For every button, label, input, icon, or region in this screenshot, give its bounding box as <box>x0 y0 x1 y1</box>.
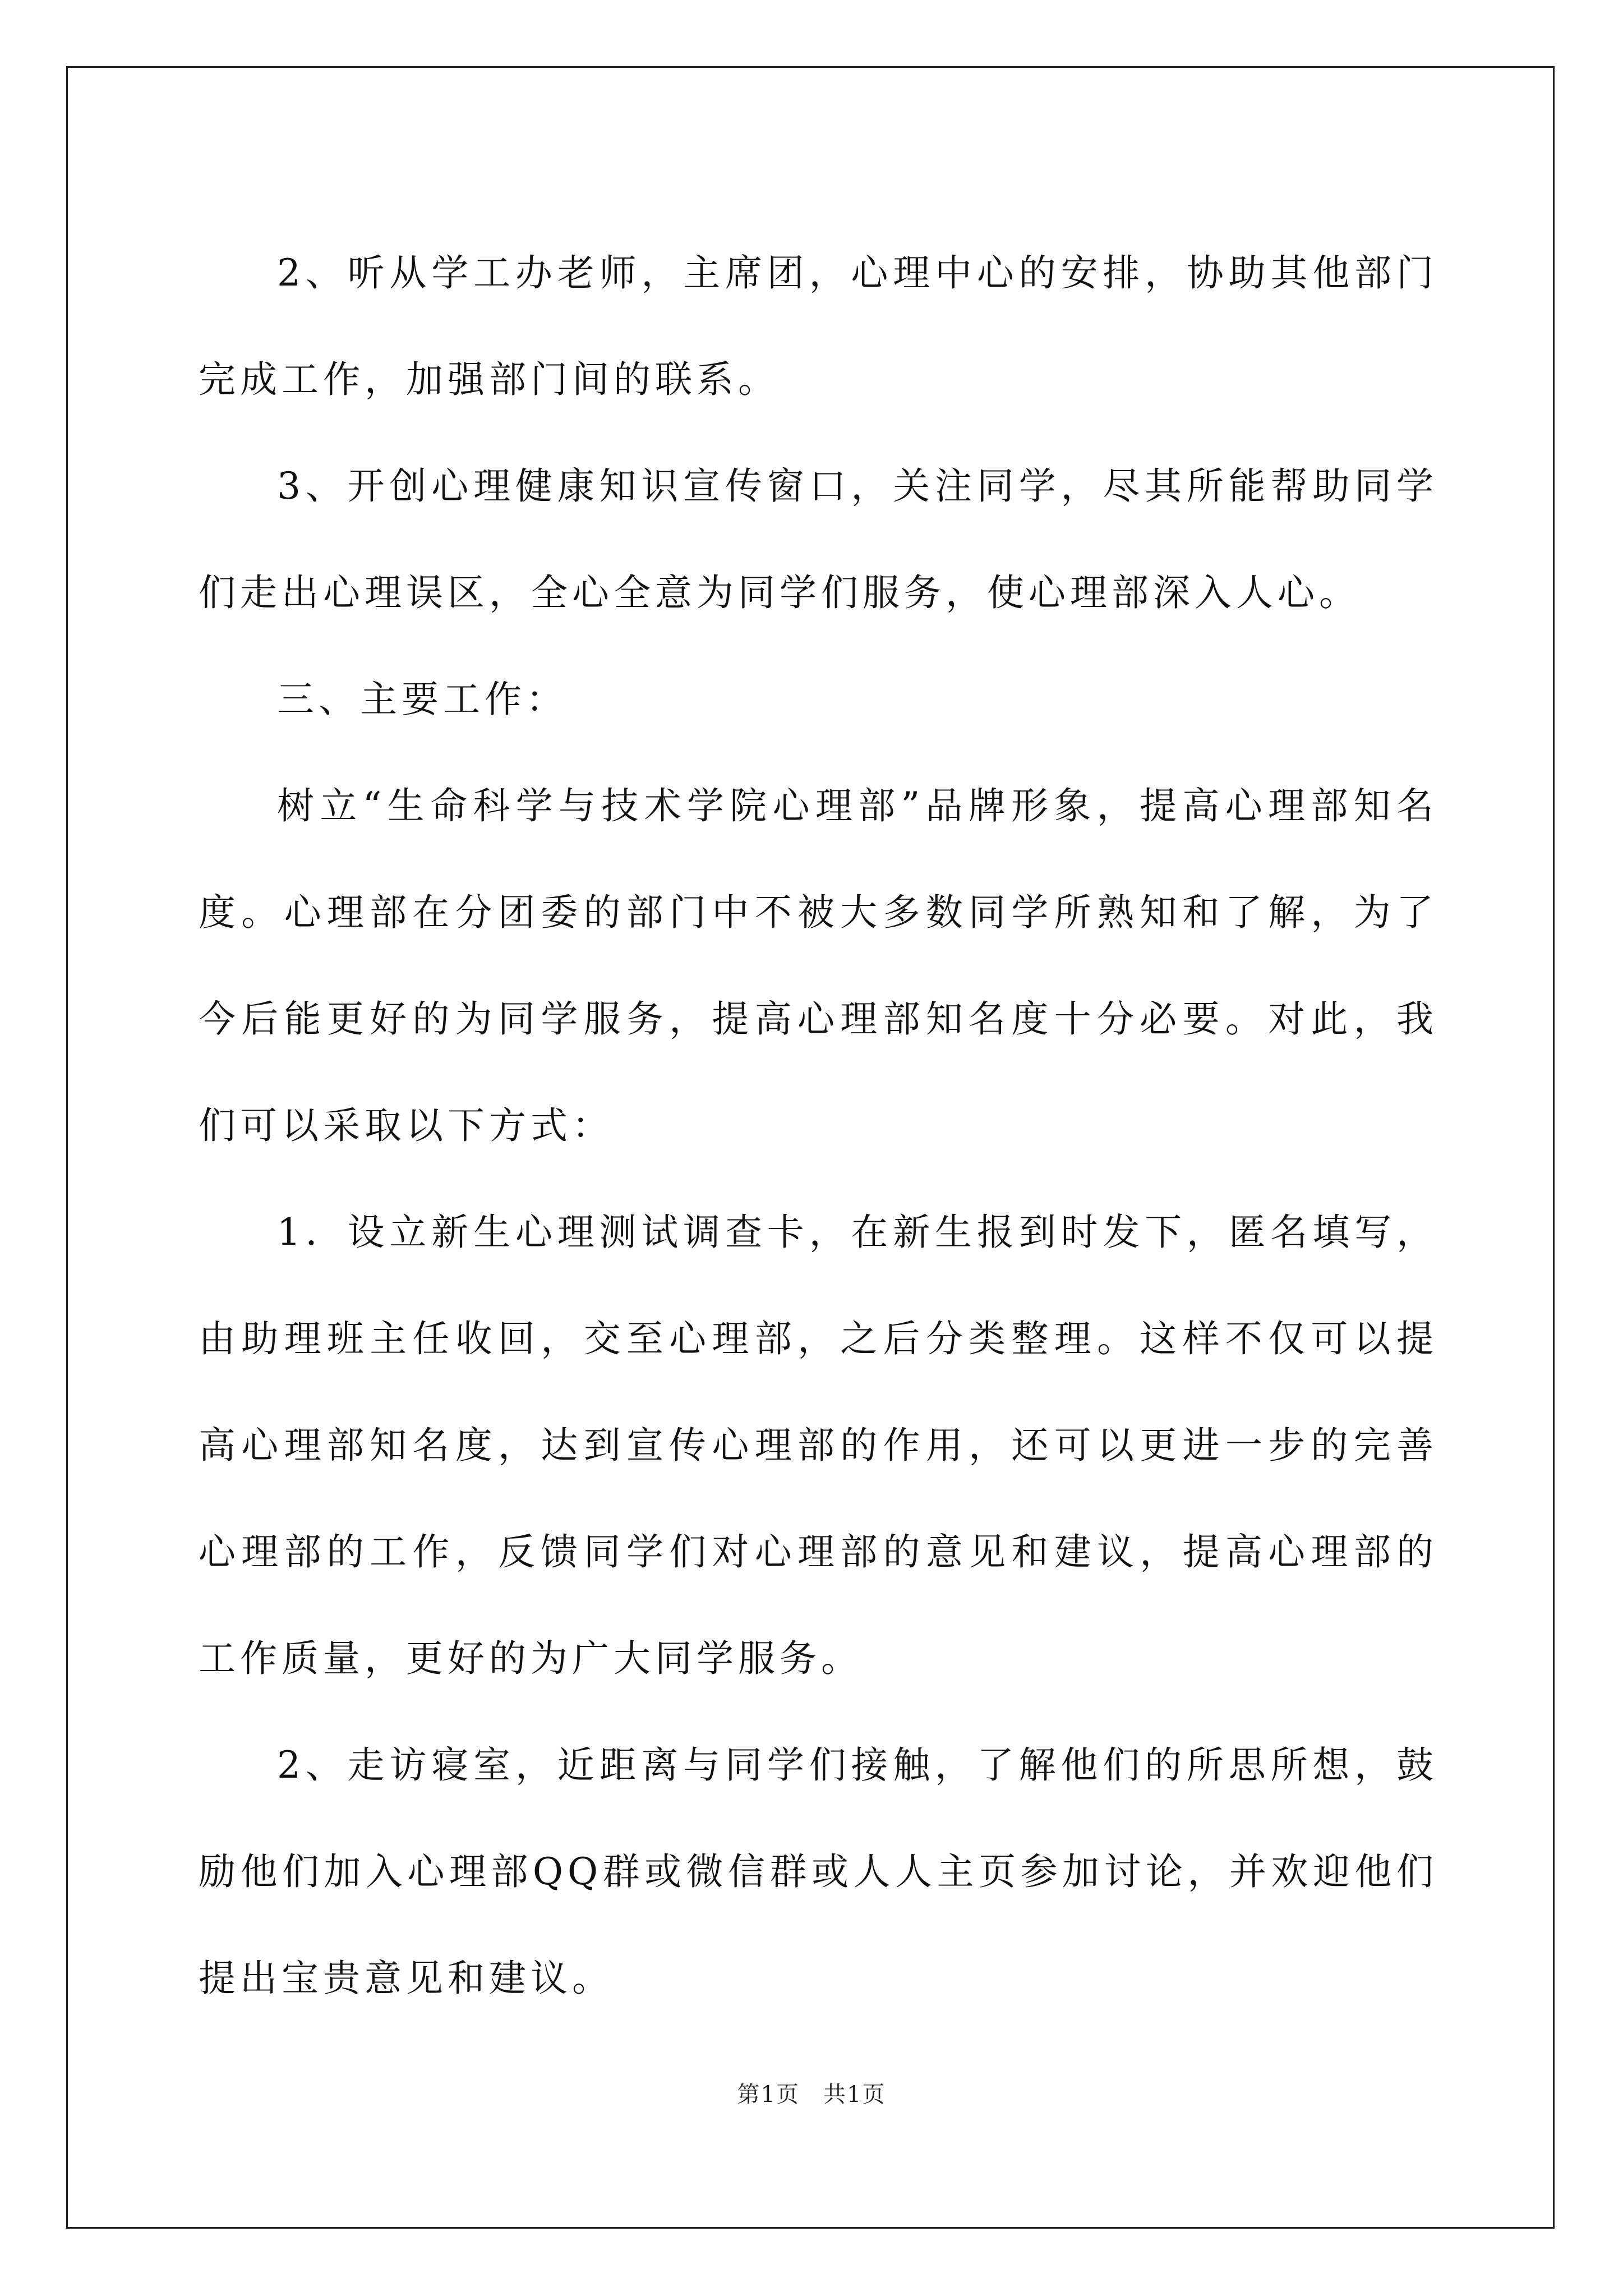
document-body <box>199 220 1438 2032</box>
paragraph: 树立“生命科学与技术学院心理部”品牌形象，提高心理部知名度。心理部在分团委的部门中不被大多数同学所熟知和了解，为了今后能更好的为同学服务，提高心理部知名度十分必要。对此，我们可以采取以下方式： <box>199 784 1438 1147</box>
paragraph: 2、听从学工办老师，主席团，心理中心的安排，协助其他部门完成工作，加强部门间的联系。 <box>199 251 1438 401</box>
paragraph: 3、开创心理健康知识宣传窗口，关注同学，尽其所能帮助同学们走出心理误区，全心全意为同学们服务，使心理部深入人心。 <box>199 464 1438 614</box>
page-footer: 第1页 共1页 <box>737 2082 886 2108</box>
paragraph: 2、走访寝室，近距离与同学们接触，了解他们的所思所想，鼓励他们加入心理部QQ群或微信群或人人主页参加讨论，并欢迎他们提出宝贵意见和建议。 <box>199 1743 1438 2000</box>
section-heading: 三、主要工作： <box>277 678 568 721</box>
paragraph: 1．设立新生心理测试调查卡，在新生报到时发下，匿名填写，由助理班主任收回，交至心理部，之后分类整理。这样不仅可以提高心理部知名度，达到宣传心理部的作用，还可以更进一步的完善心理部的工作，反馈同学们对心理部的意见和建议，提高心理部的工作质量，更好的为广大同学服务。 <box>199 1211 1438 1680</box>
